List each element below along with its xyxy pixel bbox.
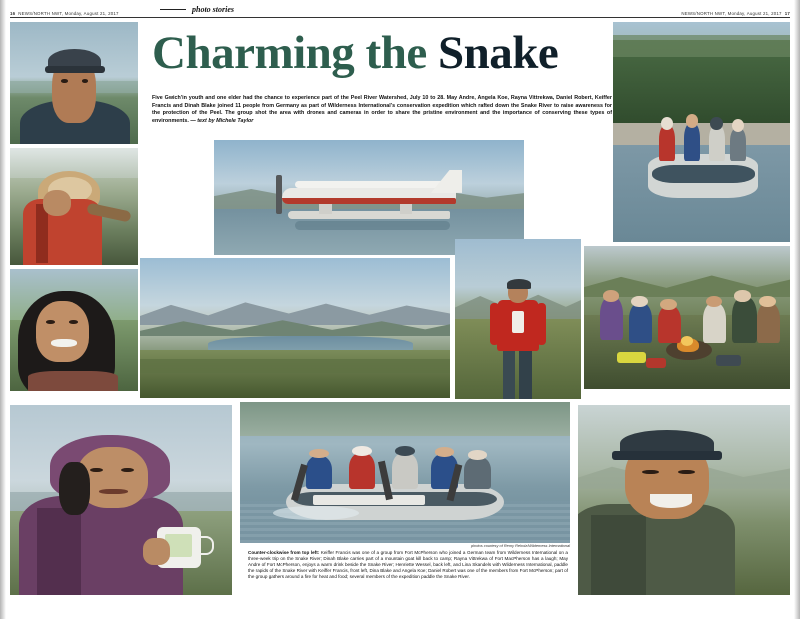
photo-group-around-campfire	[584, 246, 790, 389]
section-label: photo stories	[192, 5, 235, 14]
headline-part-1: Charming the	[152, 27, 438, 79]
page-edge-left	[0, 0, 6, 619]
photo-portrait-laughing-woman	[10, 269, 138, 391]
deck-text: Five Gwich'in youth and one elder had the chance to experience part of the Peel River Watershed, July 10 to 28. May Andre, Angela Koe, Rayna Vittrekwa, Daniel Robert, Keiffer Francis and Dinah Blake joined 11 people from Germany as part of Wilderness International's conservation expedition which rafted down the Snake River to raise awareness for the protection of the Peel. The group shot the area with drones and cameras in order to share the pristine environment and the importance of conserving these types of environments.	[152, 95, 612, 124]
page-headline	[152, 26, 622, 80]
photo-valley-landscape-lake	[140, 258, 450, 398]
photo-portrait-smiling-man	[578, 405, 790, 595]
photo-raft-on-river-top-right	[613, 22, 790, 242]
running-head-right-text: NEWS/NORTH NWT, Monday, August 21, 2017	[681, 11, 782, 16]
header-rule	[10, 17, 790, 18]
caption-lead-in: Counter-clockwise from top left:	[248, 550, 320, 555]
folio-left: 16	[10, 11, 16, 16]
article-deck	[152, 95, 612, 125]
photo-caption	[248, 550, 568, 580]
photo-woman-carrying-goat-hide	[10, 148, 138, 265]
section-rule	[160, 9, 186, 10]
section-tag	[160, 5, 234, 14]
headline-part-2: Snake	[437, 27, 559, 79]
photo-float-plane-on-lake	[214, 140, 524, 255]
photo-raft-with-paddlers	[240, 402, 570, 543]
running-head-right	[681, 11, 790, 16]
running-head-left	[10, 11, 119, 16]
photo-man-in-red-shirt	[455, 239, 581, 399]
photo-portrait-young-man-cap	[10, 22, 138, 144]
photo-woman-with-mug	[10, 405, 232, 595]
photo-credit	[400, 543, 570, 548]
folio-right: 17	[784, 11, 790, 16]
running-head-left-text: NEWS/NORTH NWT, Monday, August 21, 2017	[18, 11, 119, 16]
photo-credit-text: photos courtesy of Remy Reholz/Wilderness International	[470, 543, 570, 548]
page-edge-right	[794, 0, 800, 619]
deck-byline: — text by Michele Taylor	[190, 117, 254, 124]
caption-body: Keiffer Francis was one of a group from Fort McPherson who joined a German team from Wilderness International on a three-week trip on the Snake River; Dinah Blake carries part of a mountain goat kill back to camp; Rayna Vittrekwa of Fort MacPherson has a laugh; May Andre of Fort McPherson, enjoys a warm drink beside the Snake River; Henriette Wessel, back left, and Lina Skandels with Wilderness International, paddle the rapids of the Snake River with Keiffer Francis, front left, Dina Blake and Angela Koe; Daniel Robert was one of the members from Fort McPherson; part of the group gathers around a fire for heat and food; several members of the expedition paddle the Snake River.	[248, 550, 568, 579]
